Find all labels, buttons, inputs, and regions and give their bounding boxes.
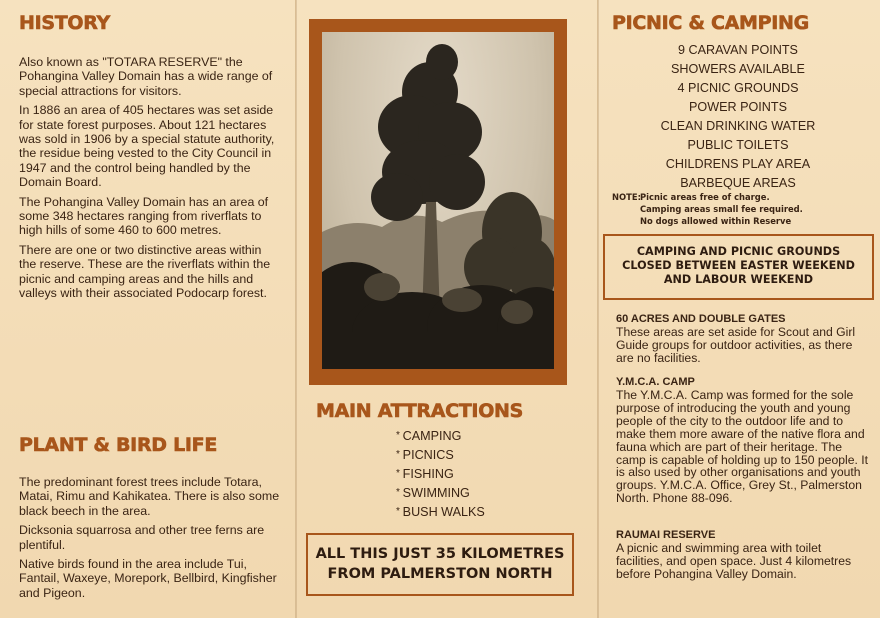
- note-line: Picnic areas free of charge.: [640, 192, 770, 202]
- list-item: 4 PICNIC GROUNDS: [677, 81, 799, 95]
- section-title: Y.M.C.A. CAMP: [616, 376, 695, 388]
- section-ymca-camp: [616, 376, 870, 505]
- list-item: * BUSH WALKS: [396, 503, 485, 522]
- picnic-camping-heading: PICNIC & CAMPING: [612, 12, 809, 34]
- history-heading: HISTORY: [19, 12, 111, 34]
- distance-line: ALL THIS JUST 35 KILOMETRES: [315, 546, 565, 562]
- history-body: [19, 55, 281, 306]
- note-line: Camping areas small fee required.: [640, 204, 803, 215]
- list-item: * FISHING: [396, 465, 485, 484]
- plant-bird-paragraph: Dicksonia squarrosa and other tree ferns are plentiful.: [19, 523, 265, 552]
- tree-illustration: [322, 32, 554, 369]
- plant-bird-paragraph: Native birds found in the area include Tui, Fantail, Waxeye, Morepork, Bellbird, Kingfisher and Pigeon.: [19, 557, 277, 600]
- section-body: These areas are set aside for Scout and Girl Guide groups for outdoor activities, as there are no facilities.: [616, 325, 856, 365]
- distance-line: FROM PALMERSTON NORTH: [327, 566, 553, 582]
- list-item: 9 CARAVAN POINTS: [678, 43, 798, 57]
- section-body: The Y.M.C.A. Camp was formed for the sole purpose of introducing the youth and young people of the city to the outdoor life and to make them more aware of the native flora and fauna which are part of their heritage. The camp is capable of holding up to 150 people. It is also used by other organisations and youth groups. Y.M.C.A. Office, Grey St., Palmerston North. Phone 88-096.: [616, 388, 869, 506]
- fold-line: [296, 0, 297, 618]
- distance-box: [306, 533, 574, 596]
- attractions-list: [396, 427, 485, 522]
- list-item: CLEAN DRINKING WATER: [660, 119, 816, 133]
- history-paragraph: There are one or two distinctive areas within the reserve. These are the riverflats within the picnic and camping areas and the hills and valleys with their associated Podocarp forest.: [19, 242, 271, 301]
- totara-tree-photo: [322, 32, 554, 369]
- list-item: * SWIMMING: [396, 484, 485, 503]
- photo-frame: [309, 19, 567, 385]
- section-60-acres: [616, 313, 870, 365]
- note-label: NOTE:: [612, 192, 641, 202]
- closed-line: CAMPING AND PICNIC GROUNDS: [636, 245, 841, 258]
- section-title: 60 ACRES AND DOUBLE GATES: [616, 313, 786, 325]
- plant-bird-heading: PLANT & BIRD LIFE: [19, 434, 217, 456]
- section-title: RAUMAI RESERVE: [616, 529, 716, 541]
- list-item: SHOWERS AVAILABLE: [671, 62, 805, 76]
- facilities-list: [608, 41, 868, 193]
- history-paragraph: The Pohangina Valley Domain has an area of some 348 hectares ranging from riverflats to high hills of some 460 to 600 metres.: [19, 194, 269, 238]
- closed-line: AND LABOUR WEEKEND: [663, 273, 814, 286]
- section-body: A picnic and swimming area with toilet facilities, and open space. Just 4 kilometres before Pohangina Valley Domain.: [616, 541, 852, 581]
- plant-bird-paragraph: The predominant forest trees include Totara, Matai, Rimu and Kahikatea. There is also some black beech in the area.: [19, 475, 280, 518]
- history-paragraph: Also known as "TOTARA RESERVE" the Pohangina Valley Domain has a wide range of special attractions for visitors.: [19, 55, 273, 98]
- list-item: PUBLIC TOILETS: [687, 138, 789, 152]
- fold-line: [598, 0, 599, 618]
- note-block: [612, 191, 803, 228]
- list-item: POWER POINTS: [689, 100, 787, 114]
- section-raumai-reserve: [616, 529, 870, 581]
- closed-notice-box: [603, 234, 874, 300]
- list-item: * PICNICS: [396, 446, 485, 465]
- closed-line: CLOSED BETWEEN EASTER WEEKEND: [622, 259, 855, 272]
- plant-bird-body: [19, 475, 281, 605]
- main-attractions-heading: MAIN ATTRACTIONS: [316, 400, 524, 422]
- list-item: BARBEQUE AREAS: [680, 176, 796, 190]
- note-line: No dogs allowed within Reserve: [640, 216, 792, 227]
- history-paragraph: In 1886 an area of 405 hectares was set aside for state forest purposes. About 121 hectares was sold in 1906 by a special statute authority, the residue being vested to the City Council in 1947 and the control being handled by the Domain Board.: [19, 103, 275, 190]
- list-item: CHILDRENS PLAY AREA: [665, 157, 811, 171]
- list-item: * CAMPING: [396, 427, 485, 446]
